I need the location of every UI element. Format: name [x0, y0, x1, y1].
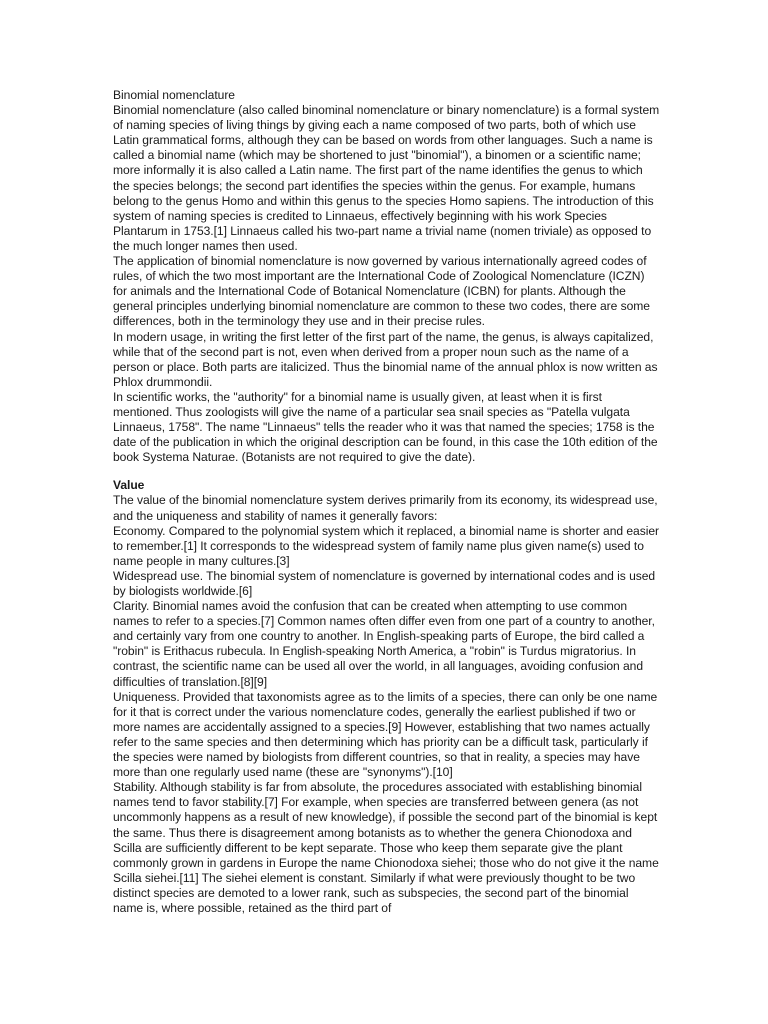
document-body — [113, 88, 661, 916]
value-paragraph-clarity: Clarity. Binomial names avoid the confusion that can be created when attempting to use common names to refer to a species.[7] Common names often differ even from one part of a country to another, and certainly vary from one country to another. In English-speaking parts of Europe, the bird called a "robin" is Erithacus rubecula. In English-speaking North America, a "robin" is Turdus migratorius. In contrast, the scientific name can be used all over the world, in all languages, avoiding confusion and difficulties of translation.[8][9] — [113, 599, 655, 689]
section-heading-value: Value — [113, 478, 145, 493]
value-paragraph: The value of the binomial nomenclature system derives primarily from its economy, its widespread use, and the uniqueness and stability of names it generally favors: — [113, 493, 658, 523]
intro-paragraph: In modern usage, in writing the first letter of the first part of the name, the genus, is always capitalized, while that of the second part is not, even when derived from a proper noun such as the name of a person or place. Both parts are italicized. Thus the binomial name of the annual phlox is now written as Phlox drummondii. — [113, 329, 658, 389]
intro-paragraph: In scientific works, the "authority" for a binomial name is usually given, at least when it is first mentioned. Thus zoologists will give the name of a particular sea snail species as "Patella vulgata Linnaeus, 1758". The name "Linnaeus" tells the reader who it was that named the species; 1758 is the date of the publication in which the original description can be found, in this case the 10th edition of the book Systema Naturae. (Botanists are not required to give the date). — [113, 389, 658, 465]
value-paragraph-widespread-use: Widespread use. The binomial system of nomenclature is governed by international codes and is used by biologists worldwide.[6] — [113, 568, 656, 598]
intro-paragraph: The application of binomial nomenclature is now governed by various internationally agreed codes of rules, of which the two most important are the International Code of Zoological Nomenclature (ICZN) for animals and the International Code of Botanical Nomenclature (ICBN) for plants. Although the general principles underlying binomial nomenclature are common to these two codes, there are some differences, both in the terminology they use and in their precise rules. — [113, 254, 650, 329]
value-paragraph-economy: Economy. Compared to the polynomial system which it replaced, a binomial name is shorter and easier to remember.[1] It corresponds to the widespread system of family name plus given name(s) used to name people in many cultures.[3] — [113, 523, 660, 568]
document-title: Binomial nomenclature — [113, 88, 235, 102]
value-paragraph-stability: Stability. Although stability is far from absolute, the procedures associated with establishing binomial names tend to favor stability.[7] For example, when species are transferred between genera (as not uncommonly happens as a result of new knowledge), if possible the second part of the binomial is kept the same. Thus there is disagreement among botanists as to whether the genera Chionodoxa and Scilla are sufficiently different to be kept separate. Those who keep them separate give the plant commonly grown in gardens in Europe the name Chionodoxa siehei; those who do not give it the name Scilla siehei.[11] The siehei element is constant. Similarly if what were previously thought to be two distinct species are demoted to a lower rank, such as subspecies, the second part of the binomial name is, where possible, retained as the third part of — [113, 780, 659, 915]
intro-paragraph: Binomial nomenclature (also called binominal nomenclature or binary nomenclature) is a formal system of naming species of living things by giving each a name composed of two parts, both of which use Latin grammatical forms, although they can be based on words from other languages. Such a name is called a binomial name (which may be shortened to just "binomial"), a binomen or a scientific name; more informally it is also called a Latin name. The first part of the name identifies the genus to which the species belongs; the second part identifies the species within the genus. For example, humans belong to the genus Homo and within this genus to the species Homo sapiens. The introduction of this system of naming species is credited to Linnaeus, effectively beginning with his work Species Plantarum in 1753.[1] Linnaeus called his two-part name a trivial name (nomen triviale) as opposed to the much longer names then used. — [113, 103, 660, 253]
value-paragraph-uniqueness: Uniqueness. Provided that taxonomists agree as to the limits of a species, there can only be one name for it that is correct under the various nomenclature codes, generally the earliest published if two or more names are accidentally assigned to a species.[9] However, establishing that two names actually refer to the same species and then determining which has priority can be a difficult task, particularly if the species were named by biologists from different countries, so that in reality, a species may have more than one regularly used name (these are "synonyms").[10] — [113, 689, 658, 780]
